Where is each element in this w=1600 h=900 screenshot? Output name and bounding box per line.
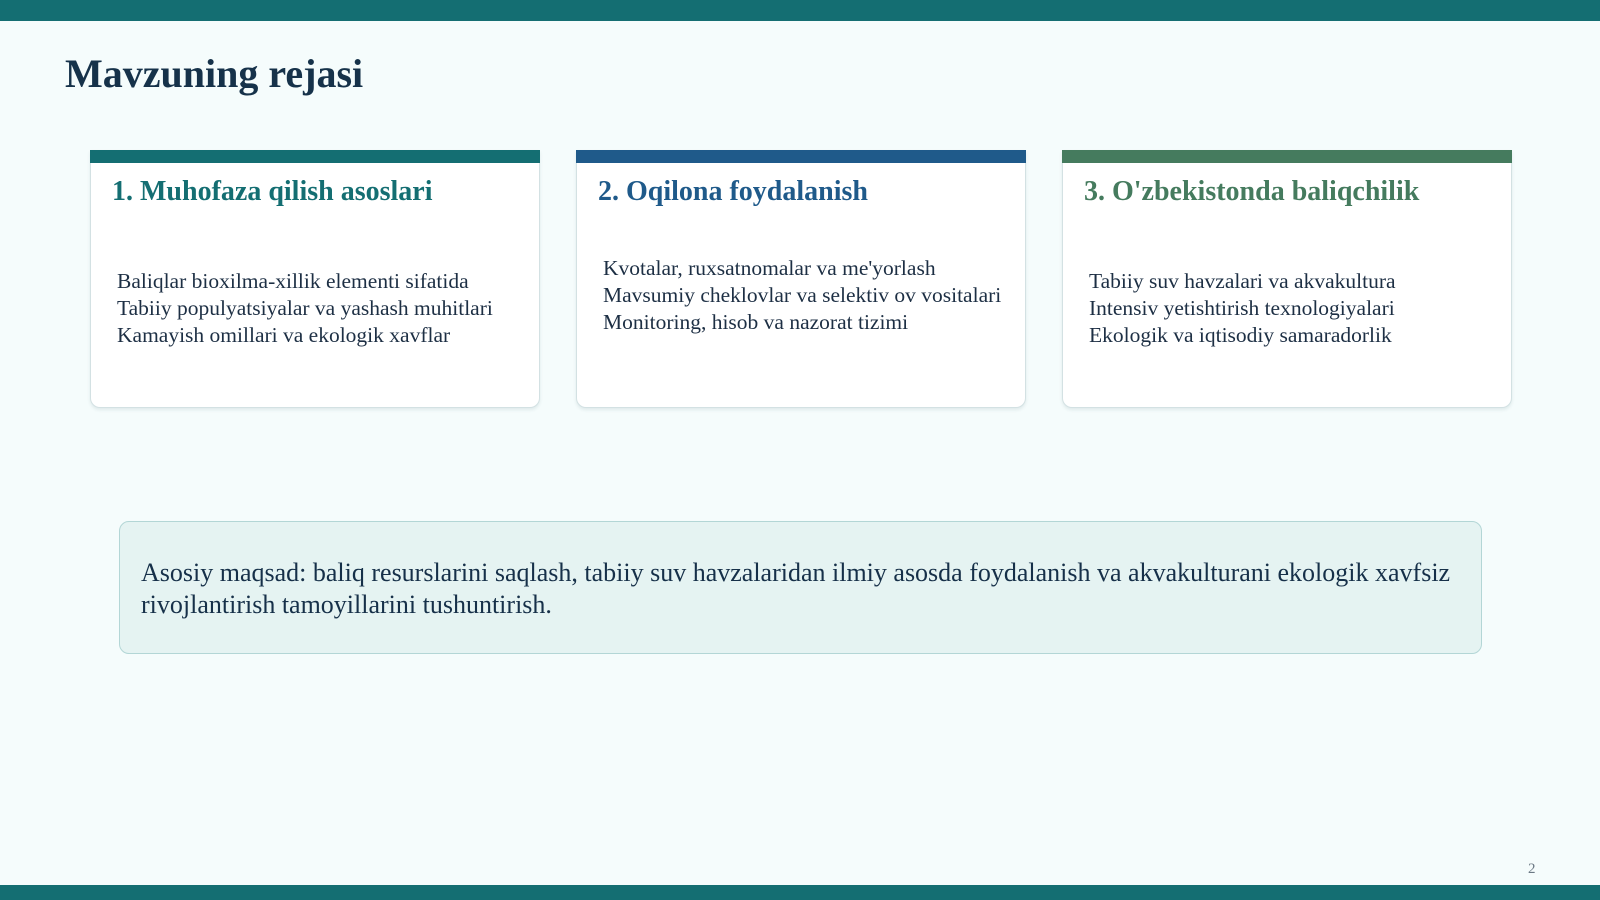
list-item: Baliqlar bioxilma-xillik elementi sifatida xyxy=(117,269,469,293)
goal-box xyxy=(119,521,1482,654)
card-title: 1. Muhofaza qilish asoslari xyxy=(112,176,433,207)
list-item: Tabiiy suv havzalari va akvakultura xyxy=(1089,269,1396,293)
card-accent-bar xyxy=(1062,150,1512,163)
list-item: Kvotalar, ruxsatnomalar va me'yorlash xyxy=(603,256,936,280)
list-item: Tabiiy populyatsiyalar va yashash muhitlari xyxy=(117,296,493,320)
page-title: Mavzuning rejasi xyxy=(65,51,364,96)
page-number: 2 xyxy=(1528,861,1536,877)
list-item: Monitoring, hisob va nazorat tizimi xyxy=(603,310,909,334)
list-item: Kamayish omillari va ekologik xavflar xyxy=(117,323,451,347)
card-baliqchilik xyxy=(1062,150,1512,408)
card-title: 2. Oqilona foydalanish xyxy=(598,176,868,207)
card-foydalanish xyxy=(576,150,1026,408)
card-title: 3. O'zbekistonda baliqchilik xyxy=(1084,176,1420,207)
card-accent-bar xyxy=(576,150,1026,163)
card-accent-bar xyxy=(90,150,540,163)
list-item: Ekologik va iqtisodiy samaradorlik xyxy=(1089,323,1392,347)
list-item: Mavsumiy cheklovlar va selektiv ov vositalari xyxy=(603,283,1002,307)
card-item-list xyxy=(603,255,1005,336)
bottom-accent-bar xyxy=(0,885,1600,900)
card-item-list xyxy=(117,268,519,349)
card-item-list xyxy=(1089,268,1491,349)
top-accent-bar xyxy=(0,0,1600,21)
card-muhofaza xyxy=(90,150,540,408)
list-item: Intensiv yetishtirish texnologiyalari xyxy=(1089,296,1395,320)
goal-text: Asosiy maqsad: baliq resurslarini saqlash, tabiiy suv havzalaridan ilmiy asosda foydalanish va akvakulturani ekologik xavfsiz rivojlantirish tamoyillarini tushuntirish. xyxy=(141,558,1451,619)
